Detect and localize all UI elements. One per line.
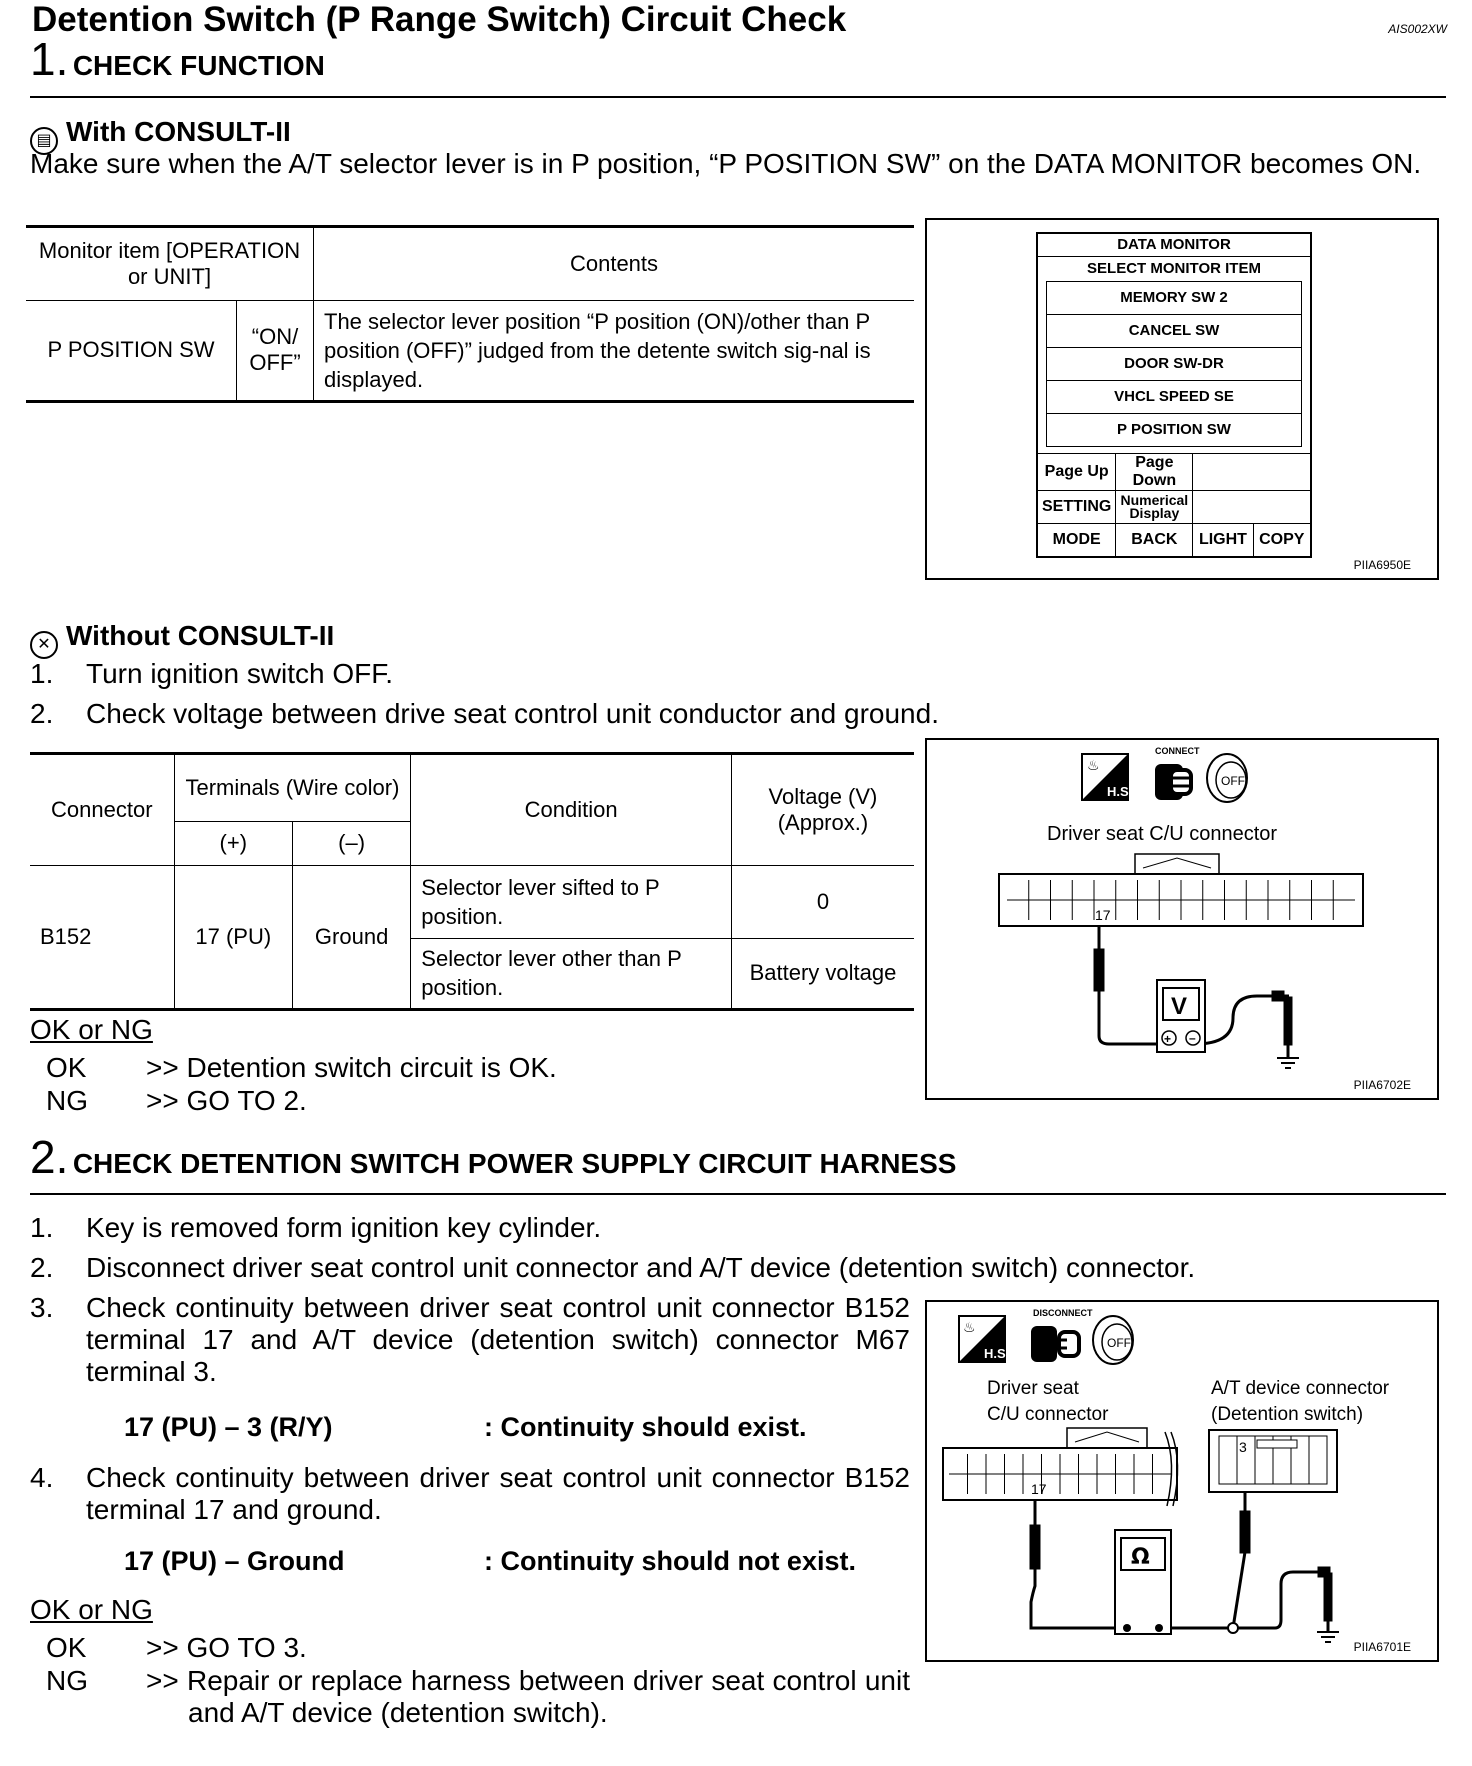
vt-header-plus: (+) xyxy=(174,821,292,865)
svg-text:3: 3 xyxy=(1239,1439,1247,1455)
step1-number: 1. xyxy=(30,33,69,85)
mode-button[interactable]: MODE xyxy=(1038,524,1116,557)
monitor-list-item: P POSITION SW xyxy=(1046,414,1302,447)
figure-id: PIIA6701E xyxy=(1353,1640,1411,1654)
connector-label: Driver seat C/U connector xyxy=(1047,823,1278,845)
hs-icon xyxy=(959,1316,1009,1362)
without-consult-label: Without CONSULT-II xyxy=(66,620,335,651)
with-consult-label: With CONSULT-II xyxy=(66,116,291,147)
step2-item: 4. Check continuity between driver seat control unit connector B152 terminal 17 and ground. xyxy=(30,1462,910,1525)
svg-text:H.S.: H.S. xyxy=(1107,784,1133,799)
svg-text:♨: ♨ xyxy=(963,1320,976,1336)
monitor-list-item: DOOR SW-DR xyxy=(1046,348,1302,381)
without-consult-step: 2. Check voltage between drive seat control unit conductor and ground. xyxy=(30,698,939,729)
page-up-button[interactable]: Page Up xyxy=(1038,454,1116,491)
probe-wires xyxy=(1031,1492,1331,1632)
without-consult-step: 1. Turn ignition switch OFF. xyxy=(30,658,394,689)
page-title: Detention Switch (P Range Switch) Circuit Check xyxy=(32,0,847,39)
monitor-list-item: CANCEL SW xyxy=(1046,315,1302,348)
ng-result: >> GO TO 2. xyxy=(146,1085,307,1116)
vt-minus: Ground xyxy=(292,865,410,1008)
step1-title: CHECK FUNCTION xyxy=(72,50,325,81)
vt-voltage: Battery voltage xyxy=(731,938,914,1008)
monitor-item-list xyxy=(1046,281,1302,447)
spec-ground-left: 17 (PU) – Ground xyxy=(124,1546,345,1576)
voltage-table xyxy=(30,752,914,1011)
svg-text:17: 17 xyxy=(1031,1481,1047,1497)
left-connector-label: Driver seat xyxy=(987,1378,1079,1399)
monitor-header-item: Monitor item [OPERATION or UNIT] xyxy=(26,228,314,300)
data-monitor-figure xyxy=(925,218,1439,580)
connector-grid xyxy=(999,854,1363,926)
vt-connector: B152 xyxy=(30,865,174,1008)
data-monitor-buttons xyxy=(1038,453,1310,556)
continuity-diagram xyxy=(927,1302,1437,1660)
vt-condition: Selector lever other than P position. xyxy=(411,938,732,1008)
monitor-header-contents: Contents xyxy=(314,228,915,300)
key-off-icon xyxy=(1093,1316,1133,1364)
vt-header-minus: (–) xyxy=(292,821,410,865)
ok-label: OK xyxy=(46,1052,87,1083)
ok-result: >> GO TO 3. xyxy=(146,1632,307,1663)
vt-plus: 17 (PU) xyxy=(174,865,292,1008)
ok-ng-heading: OK or NG xyxy=(30,1014,153,1045)
spec-ground-right: : Continuity should not exist. xyxy=(484,1546,856,1576)
figure-id: PIIA6702E xyxy=(1353,1078,1411,1092)
consult-icon: ▤ xyxy=(30,127,58,155)
right-connector-label: (Detention switch) xyxy=(1211,1404,1364,1425)
ground-icon xyxy=(1277,1058,1299,1068)
document-id: AIS002XW xyxy=(1388,22,1447,36)
ok-result: >> Detention switch circuit is OK. xyxy=(146,1052,557,1083)
data-monitor-title: DATA MONITOR xyxy=(1038,234,1310,257)
ng-label: NG xyxy=(46,1085,88,1116)
step2-rule xyxy=(30,1193,1446,1195)
svg-text:17: 17 xyxy=(1095,907,1111,923)
page-down-button[interactable]: Page Down xyxy=(1116,454,1193,491)
monitor-row-unit: “ON/ OFF” xyxy=(237,300,314,400)
step2-heading xyxy=(30,1130,956,1184)
vt-voltage: 0 xyxy=(731,865,914,938)
without-consult-heading xyxy=(30,620,334,659)
left-connector-grid xyxy=(943,1428,1178,1506)
voltage-figure xyxy=(925,738,1439,1100)
continuity-figure xyxy=(925,1300,1439,1662)
step2-item: 3. Check continuity between driver seat control unit connector B152 terminal 17 and A/T device (detention switch) connector M67 terminal 3. xyxy=(30,1292,910,1387)
step1-heading xyxy=(30,32,325,86)
monitor-row-item: P POSITION SW xyxy=(26,300,237,400)
right-connector-grid xyxy=(1209,1430,1337,1492)
data-monitor-subtitle: SELECT MONITOR ITEM xyxy=(1087,260,1261,277)
svg-text:OFF: OFF xyxy=(1107,1336,1131,1350)
voltage-diagram xyxy=(927,740,1437,1098)
svg-text:Ω: Ω xyxy=(1131,1545,1150,1570)
voltmeter-icon xyxy=(1157,980,1205,1052)
back-button[interactable]: BACK xyxy=(1116,524,1193,557)
step2-number: 2. xyxy=(30,1131,69,1183)
step2-title: CHECK DETENTION SWITCH POWER SUPPLY CIRCUIT HARNESS xyxy=(72,1148,957,1179)
vt-header-connector: Connector xyxy=(30,755,174,865)
copy-button[interactable]: COPY xyxy=(1253,524,1310,557)
blank-button xyxy=(1193,454,1310,491)
monitor-list-item: MEMORY SW 2 xyxy=(1046,281,1302,315)
ohmmeter-icon xyxy=(1115,1530,1171,1634)
ok-label: OK xyxy=(46,1632,87,1663)
spec-continuity-left: 17 (PU) – 3 (R/Y) xyxy=(124,1412,333,1442)
key-off-icon xyxy=(1207,754,1247,802)
data-monitor-screen xyxy=(1036,232,1312,558)
no-consult-icon: ✕ xyxy=(30,631,58,659)
vt-header-terminals: Terminals (Wire color) xyxy=(174,755,411,821)
monitor-list-item: VHCL SPEED SE xyxy=(1046,381,1302,414)
figure-id: PIIA6950E xyxy=(1353,558,1411,572)
ok-ng-heading: OK or NG xyxy=(30,1594,153,1625)
monitor-table xyxy=(26,225,914,403)
vt-header-condition: Condition xyxy=(411,755,732,865)
with-consult-text: Make sure when the A/T selector lever is in P position, “P POSITION SW” on the DATA MONITOR becomes ON. xyxy=(30,148,1422,179)
setting-button[interactable]: SETTING xyxy=(1038,491,1116,524)
spec-continuity-right: : Continuity should exist. xyxy=(484,1412,807,1442)
hs-icon xyxy=(1082,754,1132,800)
numerical-display-button[interactable]: Numerical Display xyxy=(1116,491,1193,524)
light-button[interactable]: LIGHT xyxy=(1193,524,1253,557)
blank-button xyxy=(1193,491,1310,524)
ng-label: NG xyxy=(46,1665,88,1696)
step2-item: 2. Disconnect driver seat control unit connector and A/T device (detention switch) connector. xyxy=(30,1252,1196,1283)
svg-text:OFF: OFF xyxy=(1221,774,1245,788)
svg-text:–: – xyxy=(1189,1031,1196,1045)
right-connector-label: A/T device connector xyxy=(1211,1378,1390,1399)
connect-icon xyxy=(1155,746,1200,800)
ng-result: >> Repair or replace harness between driver seat control unit and A/T device (detention switch). xyxy=(146,1665,910,1728)
left-connector-label: C/U connector xyxy=(987,1404,1109,1425)
svg-text:DISCONNECT: DISCONNECT xyxy=(1033,1308,1093,1318)
step1-rule xyxy=(30,96,1446,98)
step2-item: 1. Key is removed form ignition key cylinder. xyxy=(30,1212,602,1243)
disconnect-icon xyxy=(1031,1308,1093,1362)
ground-icon xyxy=(1317,1632,1339,1642)
svg-text:CONNECT: CONNECT xyxy=(1155,746,1200,756)
svg-text:V: V xyxy=(1171,993,1188,1020)
svg-text:H.S.: H.S. xyxy=(984,1346,1010,1361)
vt-condition: Selector lever sifted to P position. xyxy=(411,865,732,938)
svg-text:+: + xyxy=(1164,1032,1172,1046)
svg-text:♨: ♨ xyxy=(1087,758,1100,774)
vt-header-voltage: Voltage (V) (Approx.) xyxy=(731,755,914,865)
monitor-row-contents: The selector lever position “P position (ON)/other than P position (OFF)” judged from the detente switch sig-nal is displayed. xyxy=(314,300,915,400)
